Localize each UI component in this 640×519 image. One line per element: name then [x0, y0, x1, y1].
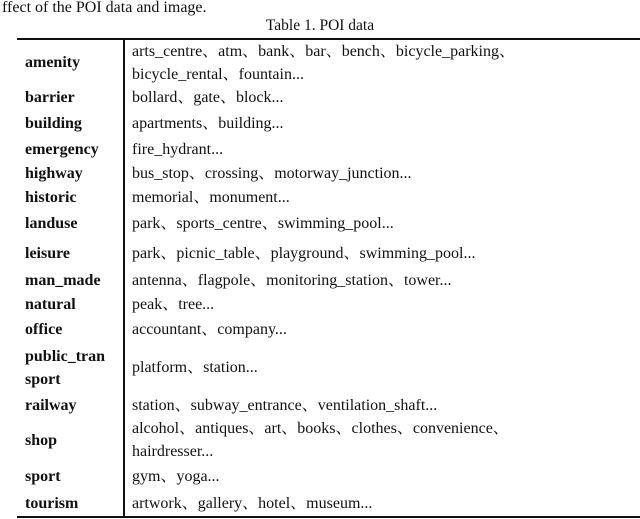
table-row: [17, 137, 640, 162]
table-row: [17, 85, 640, 110]
poi-category: building: [25, 115, 82, 132]
poi-category-line: sport: [25, 370, 61, 388]
poi-category: shop: [25, 431, 58, 449]
poi-values: [123, 293, 640, 316]
poi-values: [123, 418, 640, 462]
poi-values: [123, 268, 640, 293]
poi-category: highway: [25, 165, 83, 182]
poi-values-line: park、picnic_table、playground、swimming_pool...: [132, 244, 476, 262]
poi-category: tourism: [25, 494, 79, 512]
poi-values-line: bollard、gate、block...: [132, 89, 284, 106]
table-row: [17, 209, 640, 238]
table-row: [17, 418, 640, 462]
table-row: [17, 393, 640, 418]
poi-category: historic: [25, 188, 77, 206]
poi-values-line: bus_stop、crossing、motorway_junction...: [132, 165, 412, 182]
table-row: [17, 40, 640, 85]
poi-values-line: accountant、company...: [132, 320, 287, 338]
poi-category-line: public_tran: [25, 347, 106, 365]
table-row: [17, 316, 640, 342]
poi-values-line: peak、tree...: [132, 296, 215, 313]
poi-values: [123, 40, 640, 85]
poi-category: landuse: [25, 215, 78, 232]
poi-category: emergency: [25, 141, 99, 158]
poi-values-line: apartments、building...: [132, 115, 284, 132]
poi-values: [123, 162, 640, 185]
poi-values: [123, 342, 640, 393]
poi-values-line: platform、station...: [132, 359, 258, 376]
table-row: [17, 238, 640, 268]
poi-values-line: arts_centre、atm、bank、bar、bench、bicycle_parking、: [132, 42, 515, 60]
poi-values: [123, 462, 640, 490]
poi-values: [123, 110, 640, 137]
poi-values-line: memorial、monument...: [132, 188, 290, 206]
poi-values: [123, 85, 640, 110]
table-row: [17, 268, 640, 293]
poi-values-line: gym、yoga...: [132, 467, 220, 485]
poi-category: [17, 345, 123, 391]
poi-values: [123, 490, 640, 516]
poi-values-line: park、sports_centre、swimming_pool...: [132, 215, 394, 232]
poi-values: [123, 137, 640, 162]
table-row: [17, 462, 640, 490]
poi-values-line: fire_hydrant...: [132, 141, 224, 158]
table-row: [17, 490, 640, 516]
table-row: [17, 185, 640, 209]
poi-values-line: hairdresser...: [132, 443, 214, 460]
poi-category: leisure: [25, 244, 71, 262]
poi-values: [123, 393, 640, 418]
poi-values-line: artwork、gallery、hotel、museum...: [132, 494, 373, 512]
poi-values-line: bicycle_rental、fountain...: [132, 65, 304, 83]
poi-category: sport: [25, 467, 61, 485]
poi-category: man_made: [25, 272, 101, 289]
poi-category: barrier: [25, 89, 75, 106]
poi-category: amenity: [25, 54, 81, 71]
poi-category: natural: [25, 296, 76, 313]
poi-category: office: [25, 320, 63, 338]
poi-values: [123, 238, 640, 268]
poi-table: [17, 38, 640, 518]
poi-values-line: station、subway_entrance、ventilation_shaft...: [132, 397, 438, 414]
poi-category: railway: [25, 397, 77, 414]
table-row: [17, 342, 640, 393]
preceding-text-fragment: ffect of the POI data and image.: [2, 0, 207, 16]
table-row: [17, 162, 640, 185]
poi-values-line: alcohol、antiques、art、books、clothes、convenience、: [132, 420, 509, 437]
poi-values-line: antenna、flagpole、monitoring_station、tower...: [132, 272, 452, 289]
table-row: [17, 293, 640, 316]
table-caption: Table 1. POI data: [265, 17, 375, 34]
poi-values: [123, 316, 640, 342]
poi-values: [123, 185, 640, 209]
table-row: [17, 110, 640, 137]
poi-values: [123, 209, 640, 238]
